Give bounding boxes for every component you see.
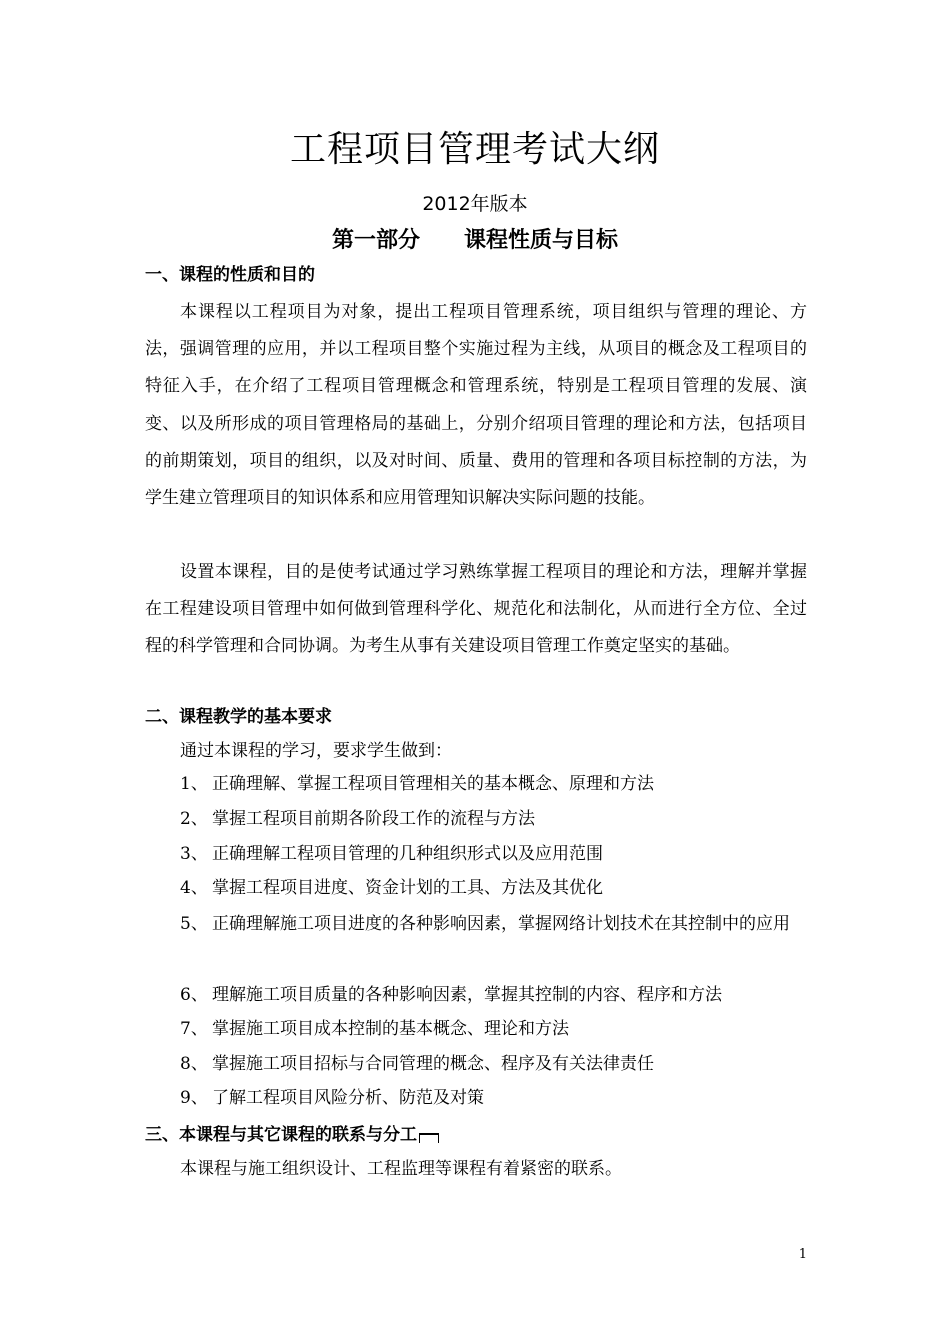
list-item xyxy=(180,1011,808,1047)
list-item-text: 掌握施工项目成本控制的基本概念、理论和方法 xyxy=(212,1019,569,1039)
list-item-number: 3、 xyxy=(180,844,208,864)
list-item xyxy=(180,906,808,942)
section-heading-3-text: 三、本课程与其它课程的联系与分工 xyxy=(145,1125,417,1145)
list-item-text: 理解施工项目质量的各种影响因素，掌握其控制的内容、程序和方法 xyxy=(212,985,722,1005)
list-item xyxy=(180,870,808,906)
list-item-number: 8、 xyxy=(180,1054,208,1074)
paragraph-course-nature: 本课程以工程项目为对象，提出工程项目管理系统，项目组织与管理的理论、方法，强调管理的应用，并以工程项目整个实施过程为主线，从项目的概念及工程项目的特征入手，在介绍了工程项目管理概念和管理系统，特别是工程项目管理的发展、演变、以及所形成的项目管理格局的基础上，分别介绍项目管理的理论和方法，包括项目的前期策划，项目的组织，以及对时间、质量、费用的管理和各项目标控制的方法，为学生建立管理项目的知识体系和应用管理知识解决实际问题的技能。 xyxy=(145,302,807,509)
edit-mark-icon xyxy=(419,1133,439,1143)
list-item-number: 4、 xyxy=(180,878,208,898)
list-item xyxy=(180,1046,808,1082)
part-heading: 第一部分 课程性质与目标 xyxy=(331,228,618,253)
page-number: 1 xyxy=(798,1247,807,1262)
section-heading-1: 一、课程的性质和目的 xyxy=(145,265,315,285)
list-item-text: 掌握工程项目进度、资金计划的工具、方法及其优化 xyxy=(212,878,603,898)
section-heading-2: 二、课程教学的基本要求 xyxy=(145,707,332,727)
list-item xyxy=(180,977,808,1013)
list-item-text: 正确理解工程项目管理的几种组织形式以及应用范围 xyxy=(212,844,603,864)
paragraph-course-purpose: 设置本课程，目的是使考试通过学习熟练掌握工程项目的理论和方法，理解并掌握在工程建设项目管理中如何做到管理科学化、规范化和法制化，从而进行全方位、全过程的科学管理和合同协调。为考生从事有关建设项目管理工作奠定坚实的基础。 xyxy=(145,562,807,657)
paragraph-course-relation: 本课程与施工组织设计、工程监理等课程有着紧密的联系。 xyxy=(180,1159,622,1179)
edition-label: 2012年版本 xyxy=(422,193,528,215)
list-item xyxy=(180,836,808,872)
list-item-number: 9、 xyxy=(180,1088,208,1108)
list-item-number: 5、 xyxy=(180,914,208,934)
list-item xyxy=(180,801,808,837)
list-item-text: 正确理解、掌握工程项目管理相关的基本概念、原理和方法 xyxy=(212,774,654,794)
list-item xyxy=(180,766,808,802)
requirements-lead: 通过本课程的学习，要求学生做到： xyxy=(180,741,452,761)
document-title: 工程项目管理考试大纲 xyxy=(289,129,660,170)
list-item-text: 掌握工程项目前期各阶段工作的流程与方法 xyxy=(212,809,535,829)
list-item-text: 了解工程项目风险分析、防范及对策 xyxy=(212,1088,484,1108)
list-item xyxy=(180,1080,808,1116)
list-item-number: 1、 xyxy=(180,774,208,794)
list-item-text: 正确理解施工项目进度的各种影响因素，掌握网络计划技术在其控制中的应用 xyxy=(212,914,790,934)
list-item-number: 2、 xyxy=(180,809,208,829)
section-heading-3 xyxy=(145,1122,439,1148)
list-item-number: 6、 xyxy=(180,985,208,1005)
list-item-text: 掌握施工项目招标与合同管理的概念、程序及有关法律责任 xyxy=(212,1054,654,1074)
list-item-number: 7、 xyxy=(180,1019,208,1039)
